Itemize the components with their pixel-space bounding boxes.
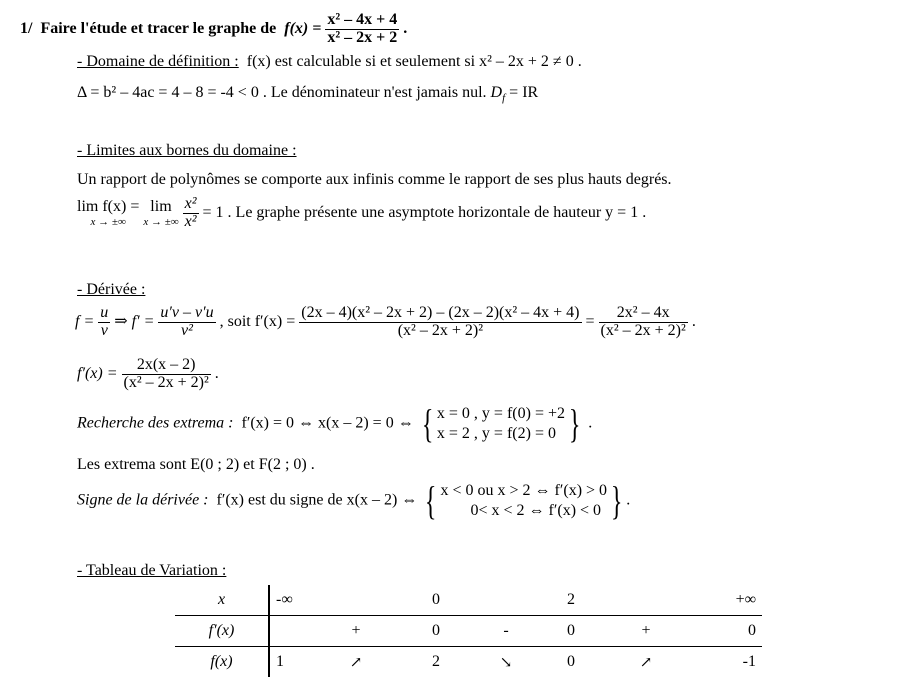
table-cell: + [606, 616, 686, 647]
increasing-arrow-icon: ↗ [316, 647, 396, 678]
table-cell [316, 585, 396, 616]
limites-formula [77, 196, 646, 240]
v-symbol: v [100, 321, 108, 339]
function-name: f(x) = [284, 19, 322, 37]
heading-end: . [403, 19, 408, 37]
derivative-numerator: (2x – 4)(x² – 2x + 2) – (2x – 2)(x² – 4x + 4) [301, 304, 580, 321]
domaine-condition: f(x) est calculable si et seulement si x² – 2x + 2 ≠ 0 . [246, 53, 582, 70]
factored-fraction [122, 357, 211, 392]
variation-table [175, 585, 762, 677]
domain-value: = IR [505, 84, 539, 101]
derivee-formula-2 [77, 357, 219, 392]
extrema-label: Recherche des extrema : [77, 414, 234, 432]
domain-subscript: f [502, 92, 506, 104]
limites-title: - Limites aux bornes du domaine : [77, 142, 297, 159]
sign-case-1: x < 0 ou x > 2 ⇔ f′(x) > 0 [440, 482, 608, 499]
fprime-lhs: f′(x) = [77, 364, 118, 382]
sign-line [77, 478, 631, 523]
table-cell: 0 [536, 647, 606, 678]
limit-2-sub: x → ±∞ [143, 216, 179, 229]
extrema-case-1: x = 0 , y = f(0) = +2 [436, 405, 565, 422]
table-row-x [175, 585, 762, 616]
extrema-end: . [588, 414, 593, 432]
derivative-dot: . [691, 312, 696, 330]
table-cell: -1 [686, 647, 762, 678]
table-row-f [175, 647, 762, 678]
table-cell: +∞ [735, 591, 756, 608]
table-cell: - [476, 616, 536, 647]
simplified-numerator: 2x² – 4x [599, 305, 688, 323]
factored-numerator: 2x(x – 2) [122, 357, 211, 375]
implies-fprime: ⇒ f′ = [114, 312, 155, 330]
exercise-heading [20, 12, 407, 47]
table-cell: 1 [269, 647, 316, 678]
extrema-cases [437, 404, 565, 444]
quotient-numerator: u′v – v′u [160, 304, 214, 321]
limit-2: lim [150, 198, 172, 216]
limit-1: lim f(x) = [77, 198, 140, 216]
table-header-fprime: f′(x) [175, 616, 269, 647]
factored-denominator: (x² – 2x + 2)² [123, 373, 209, 391]
sign-label: Signe de la dérivée : [77, 491, 209, 509]
discriminant-text: Δ = b² – 4ac = 4 – 8 = -4 < 0 . Le dénominateur n'est jamais nul. [77, 84, 487, 101]
sign-right-brace: } [610, 478, 623, 523]
function-denominator: x² – 2x + 2 [327, 28, 398, 46]
soit-text: , soit f′(x) = [219, 312, 296, 330]
limit-result: = 1 . Le graphe présente une asymptote horizontale de hauteur y = 1 . [202, 203, 647, 221]
derivee-formula-1 [75, 305, 696, 340]
f-equals: f = [75, 312, 95, 330]
domaine-line-2 [77, 84, 538, 102]
simplified-fraction [599, 305, 688, 340]
function-fraction [325, 12, 399, 47]
derivative-fraction [299, 305, 581, 340]
limit-fraction [183, 196, 199, 231]
table-cell [476, 585, 536, 616]
sign-end: . [626, 491, 631, 509]
increasing-arrow-icon: ↗ [606, 647, 686, 678]
domaine-title: - Domaine de définition : [77, 53, 239, 70]
extrema-result: Les extrema sont E(0 ; 2) et F(2 ; 0) . [77, 456, 315, 473]
quotient-denominator: v² [181, 321, 193, 339]
simplified-denominator: (x² – 2x + 2)² [600, 321, 686, 339]
limit-denominator: x² [184, 212, 197, 230]
table-cell: 2 [396, 647, 476, 678]
table-cell: 0 [536, 616, 606, 647]
sign-cases [441, 481, 608, 521]
table-cell: 2 [567, 591, 575, 608]
limit-numerator: x² [184, 195, 197, 212]
derivee-title: - Dérivée : [77, 281, 146, 298]
table-row-fprime [175, 616, 762, 647]
table-cell [269, 616, 316, 647]
extrema-equation: f′(x) = 0 ⇔ x(x – 2) = 0 ⇔ [241, 414, 414, 432]
left-brace: { [421, 401, 434, 446]
extrema-line [77, 401, 593, 446]
uv-fraction [98, 305, 110, 340]
factored-dot: . [214, 364, 219, 382]
exercise-text: Faire l'étude et tracer le graphe de [40, 19, 277, 37]
table-cell: 0 [396, 616, 476, 647]
derivative-denominator: (x² – 2x + 2)² [397, 321, 483, 339]
limites-line-1: Un rapport de polynômes se comporte aux infinis comme le rapport de ses plus hauts degrés. [77, 171, 672, 188]
extrema-case-2: x = 2 , y = f(2) = 0 [436, 425, 556, 442]
table-cell: 0 [432, 591, 440, 608]
tableau-title: - Tableau de Variation : [77, 562, 227, 579]
domain-symbol: D [490, 84, 503, 101]
exercise-number: 1/ [20, 19, 33, 37]
domaine-line-1 [77, 53, 582, 71]
decreasing-arrow-icon: ↘ [476, 647, 536, 678]
limit-1-sub: x → ±∞ [90, 216, 126, 229]
table-header-x: x [175, 585, 269, 616]
table-cell: 0 [686, 616, 762, 647]
sign-equation: f′(x) est du signe de x(x – 2) ⇔ [216, 491, 418, 509]
table-cell [606, 585, 686, 616]
sign-case-2: 0< x < 2 ⇔ f′(x) < 0 [470, 502, 602, 519]
table-header-f: f(x) [175, 647, 269, 678]
table-cell: -∞ [276, 591, 293, 608]
right-brace: } [568, 401, 581, 446]
quotient-rule [158, 305, 215, 340]
u-symbol: u [100, 304, 109, 321]
equals-sign: = [585, 312, 595, 330]
table-cell: + [316, 616, 396, 647]
function-numerator: x² – 4x + 4 [327, 11, 398, 28]
sign-left-brace: { [425, 478, 437, 523]
